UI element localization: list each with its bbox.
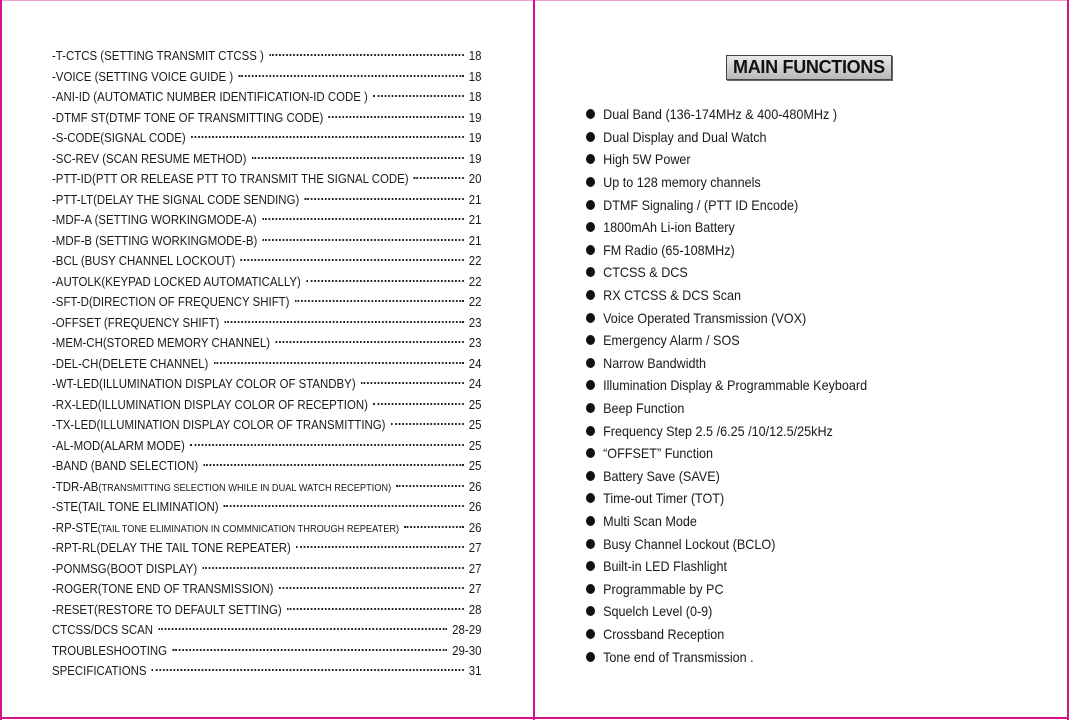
feature-item [586,352,867,375]
bullet-icon [586,358,595,368]
toc-entry [52,169,481,190]
toc-leader-dots [262,218,464,220]
toc-entry-title [52,497,219,518]
feature-label: Crossband Reception [603,625,725,642]
bullet-icon [586,539,595,549]
toc-entry [52,374,481,395]
toc-entry-title-part: CTCSS/DCS SCAN [52,622,154,637]
toc-entry [52,620,481,641]
toc-entry [52,538,481,559]
toc-leader-dots [172,649,447,651]
toc-entry-title [52,210,257,231]
feature-item [586,510,867,533]
toc-entry [52,149,481,170]
bullet-icon [586,313,595,323]
bullet-icon [586,132,595,142]
bullet-icon [586,629,595,639]
bullet-icon [586,493,595,503]
toc-leader-dots [158,628,447,630]
feature-label: CTCSS & DCS [603,264,688,281]
toc-entry-title-part: -OFFSET (FREQUENCY SHIFT) [52,314,220,330]
toc-entry-title-part: -STE(TAIL TONE ELIMINATION) [52,499,219,514]
bullet-icon [586,516,595,526]
bullet-icon [586,109,595,119]
toc-page-number: 21 [468,191,482,207]
feature-label: 1800mAh Li-ion Battery [603,219,735,236]
feature-item [586,555,867,578]
toc-entry [52,354,481,375]
toc-entry-title [52,149,246,170]
feature-label: Built-in LED Flashlight [603,558,728,575]
bullet-icon [586,290,595,300]
toc-entry-title [52,231,257,252]
toc-page-number: 18 [468,68,482,84]
toc-entry-title [52,477,391,499]
bullet-icon [586,245,595,255]
toc-entry [52,333,481,354]
toc-leader-dots [287,608,463,610]
feature-item [586,374,867,397]
feature-label: Narrow Bandwidth [603,354,707,371]
toc-entry [52,600,481,621]
feature-label: DTMF Signaling / (PTT ID Encode) [603,196,799,213]
toc-leader-dots [275,341,463,343]
feature-label: Busy Channel Lockout (BCLO) [603,535,776,552]
toc-entry-title-part: -PTT-ID(PTT OR RELEASE PTT TO TRANSMIT THE SIGNAL CODE) [52,171,409,186]
toc-entry-title-part: -WT-LED(ILLUMINATION DISPLAY COLOR OF STANDBY) [52,376,356,391]
toc-leader-dots [373,95,463,97]
feature-label: Illumination Display & Programmable Keyboard [603,377,868,394]
toc-leader-dots [252,157,464,159]
toc-entry-title [52,108,323,129]
feature-item [586,193,867,216]
feature-label: “OFFSET” Function [603,445,714,462]
toc-entry-title [52,46,264,67]
feature-item [586,329,867,352]
toc-page-number: 26 [468,519,482,535]
toc-entry-title-part: -BCL (BUSY CHANNEL LOCKOUT) [52,253,236,268]
toc-entry [52,67,481,88]
toc-entry-title [52,272,301,293]
feature-item [586,171,867,194]
feature-item [586,419,867,442]
feature-label: High 5W Power [603,151,691,168]
toc-entry-title [52,456,198,477]
toc-entry-title [52,169,409,190]
toc-leader-dots [214,362,464,364]
toc-leader-dots [396,485,463,487]
feature-item [586,306,867,329]
toc-entry-title [52,600,282,621]
toc-page-number: 23 [468,335,482,350]
toc-entry-title-part: TROUBLESHOOTING [52,642,168,658]
toc-entry [52,46,481,67]
toc-entry [52,231,481,252]
toc-entry [52,251,481,272]
bullet-icon [586,154,595,164]
toc-leader-dots [202,567,463,569]
feature-item [586,623,867,646]
toc-entry-title [52,641,167,662]
toc-entry [52,210,481,231]
feature-label: Up to 128 memory channels [603,174,761,191]
toc-entry-title-part: -MDF-B (SETTING WORKINGMODE-B) [52,232,258,248]
toc-entry-title-part: -RX-LED(ILLUMINATION DISPLAY COLOR OF RECEPTION) [52,396,368,412]
bullet-icon [586,222,595,232]
toc-leader-dots [329,116,464,118]
toc-entry-title-part: -VOICE (SETTING VOICE GUIDE ) [52,68,234,84]
feature-item [586,487,867,510]
toc-leader-dots [305,198,464,200]
toc-entry-title-part: (TAIL TONE ELIMINATION IN COMMNICATION THROUGH REPEATER) [97,522,400,535]
feature-label: FM Radio (65-108MHz) [603,241,735,258]
feature-item [586,465,867,488]
toc-entry-title-part: -S-CODE(SIGNAL CODE) [52,130,186,145]
toc-page-number: 24 [468,355,482,371]
toc-page-number: 22 [468,253,482,268]
feature-label: Frequency Step 2.5 /6.25 /10/12.5/25kHz [603,422,833,439]
feature-item [586,532,867,555]
toc-entry-title [52,579,273,600]
toc-leader-dots [241,259,464,261]
toc-entry-title [52,190,299,211]
toc-page-number: 27 [468,581,482,596]
toc-entry-title-part: -DEL-CH(DELETE CHANNEL) [52,355,209,371]
toc-page-number: 27 [468,540,482,555]
feature-item [586,397,867,420]
toc-page-number: 23 [468,314,482,330]
toc-page-number: 25 [468,396,482,412]
toc-page-number: 25 [468,417,482,432]
toc-entry-title-part: -DTMF ST(DTMF TONE OF TRANSMITTING CODE) [52,109,324,125]
toc-page-number: 28 [468,601,482,617]
toc-page-number: 20 [468,171,482,186]
toc-entry [52,456,481,477]
toc-leader-dots [191,136,463,138]
bullet-icon [586,426,595,436]
toc-leader-dots [203,464,463,466]
toc-entry-title [52,87,368,108]
toc-entry-title [52,538,291,559]
toc-entry-title [52,354,208,375]
toc-page-number: 25 [468,458,482,473]
toc-page-number: 24 [468,376,482,391]
toc-entry [52,128,481,149]
bullet-icon [586,177,595,187]
feature-label: Multi Scan Mode [603,512,697,529]
toc-entry [52,415,481,436]
toc-entry-title-part: -RP-STE [52,519,98,535]
bullet-icon [586,584,595,594]
toc-entry-title-part: -PTT-LT(DELAY THE SIGNAL CODE SENDING) [52,191,300,207]
toc-entry [52,661,481,682]
toc-leader-dots [225,321,464,323]
toc-entry-title-part: -MDF-A (SETTING WORKINGMODE-A) [52,212,257,227]
toc-entry-title-part: -T-CTCS (SETTING TRANSMIT CTCSS ) [52,48,264,63]
toc-entry-title [52,292,289,313]
page-bottom-border [0,717,1069,719]
toc-entry [52,292,481,313]
toc-leader-dots [224,505,464,507]
toc-leader-dots [190,444,463,446]
feature-label: Emergency Alarm / SOS [603,332,740,349]
toc-leader-dots [238,75,463,77]
toc-entry-title-part: -PONMSG(BOOT DISPLAY) [52,560,198,576]
toc-page-number: 19 [468,150,482,166]
feature-label: Programmable by PC [603,580,724,597]
toc-entry [52,190,481,211]
feature-item [586,600,867,623]
table-of-contents [52,46,482,682]
toc-entry-title-part: -SC-REV (SCAN RESUME METHOD) [52,150,247,166]
toc-page-number: 22 [468,294,482,309]
toc-entry-title [52,661,147,682]
feature-label: Voice Operated Transmission (VOX) [603,309,807,326]
toc-page-number: 19 [468,109,482,125]
feature-item [586,239,867,262]
main-functions-heading: MAIN FUNCTIONS [726,55,892,80]
toc-entry-title-part: -ROGER(TONE END OF TRANSMISSION) [52,581,274,596]
toc-entry-title [52,436,185,457]
feature-item [586,577,867,600]
toc-entry-title-part: -RPT-RL(DELAY THE TAIL TONE REPEATER) [52,540,291,555]
toc-leader-dots [296,546,463,548]
toc-page-number: 28-29 [452,622,482,637]
toc-page-number: 21 [468,212,482,227]
toc-page-number: 26 [468,499,482,514]
toc-leader-dots [263,239,464,241]
toc-entry-title-part: -TX-LED(ILLUMINATION DISPLAY COLOR OF TRANSMITTING) [52,417,386,432]
toc-entry [52,559,481,580]
toc-entry-title [52,313,219,334]
toc-entry [52,518,481,539]
bullet-icon [586,606,595,616]
toc-entry-title [52,374,356,395]
toc-page-number: 25 [468,437,482,453]
feature-item [586,261,867,284]
bullet-icon [586,200,595,210]
bullet-icon [586,403,595,413]
toc-entry-title-part: -ANI-ID (AUTOMATIC NUMBER IDENTIFICATION-ID CODE ) [52,89,368,104]
toc-leader-dots [373,403,463,405]
feature-label: Dual Band (136-174MHz & 400-480MHz ) [603,106,838,123]
feature-item [586,442,867,465]
toc-entry [52,579,481,600]
toc-entry-title-part: -AUTOLK(KEYPAD LOCKED AUTOMATICALLY) [52,273,301,289]
toc-page-number: 26 [468,478,482,494]
toc-entry [52,87,481,108]
toc-entry-title-part: -TDR-AB [52,478,99,494]
feature-label: Dual Display and Dual Watch [603,128,767,145]
toc-entry-title [52,620,153,641]
toc-entry-title-part: -AL-MOD(ALARM MODE) [52,437,185,453]
toc-leader-dots [152,669,464,671]
main-functions-list [586,103,898,668]
bullet-icon [586,267,595,277]
toc-entry [52,436,481,457]
toc-page-number: 22 [468,273,482,289]
toc-entry-title [52,333,270,354]
toc-entry-title [52,415,385,436]
toc-page-number: 18 [468,48,482,63]
toc-leader-dots [361,382,464,384]
toc-entry-title [52,67,233,88]
toc-entry-title [52,251,235,272]
feature-label: Battery Save (SAVE) [603,467,720,484]
toc-leader-dots [306,280,463,282]
toc-entry-title-part: (TRANSMITTING SELECTION WHILE IN DUAL WATCH RECEPTION) [98,481,392,494]
feature-item [586,126,867,149]
feature-label: Beep Function [603,400,685,417]
toc-leader-dots [391,423,464,425]
feature-label: Tone end of Transmission . [603,648,754,665]
toc-entry [52,108,481,129]
bullet-icon [586,652,595,662]
toc-entry-title [52,128,186,149]
toc-entry-title-part: -RESET(RESTORE TO DEFAULT SETTING) [52,601,282,617]
toc-entry-title-part: -MEM-CH(STORED MEMORY CHANNEL) [52,335,271,350]
toc-entry-title-part: SPECIFICATIONS [52,663,147,678]
feature-label: RX CTCSS & DCS Scan [603,287,742,304]
toc-page-number: 18 [468,89,482,104]
toc-leader-dots [279,587,464,589]
toc-entry-title [52,395,368,416]
toc-entry [52,395,481,416]
bullet-icon [586,561,595,571]
feature-item [586,148,867,171]
feature-item [586,645,867,668]
toc-entry [52,641,481,662]
toc-entry [52,313,481,334]
bullet-icon [586,448,595,458]
feature-item [586,284,867,307]
toc-entry-title [52,559,197,580]
toc-page-number: 21 [468,232,482,248]
toc-page-number: 27 [468,560,482,576]
toc-leader-dots [414,177,464,179]
page-spine-divider [533,0,535,720]
feature-label: Time-out Timer (TOT) [603,490,725,507]
toc-entry-title-part: -BAND (BAND SELECTION) [52,458,199,473]
toc-page-number: 31 [468,663,482,678]
feature-item [586,103,867,126]
toc-leader-dots [269,54,463,56]
toc-entry [52,477,481,498]
toc-entry-title [52,518,399,540]
page-left-border [0,0,2,720]
toc-page-number: 29-30 [452,642,482,658]
toc-entry [52,272,481,293]
toc-page-number: 19 [468,130,482,145]
bullet-icon [586,471,595,481]
bullet-icon [586,335,595,345]
bullet-icon [586,380,595,390]
feature-item [586,216,867,239]
toc-leader-dots [404,526,463,528]
feature-label: Squelch Level (0-9) [603,603,713,620]
toc-leader-dots [295,300,464,302]
toc-entry-title-part: -SFT-D(DIRECTION OF FREQUENCY SHIFT) [52,294,290,309]
toc-entry [52,497,481,518]
